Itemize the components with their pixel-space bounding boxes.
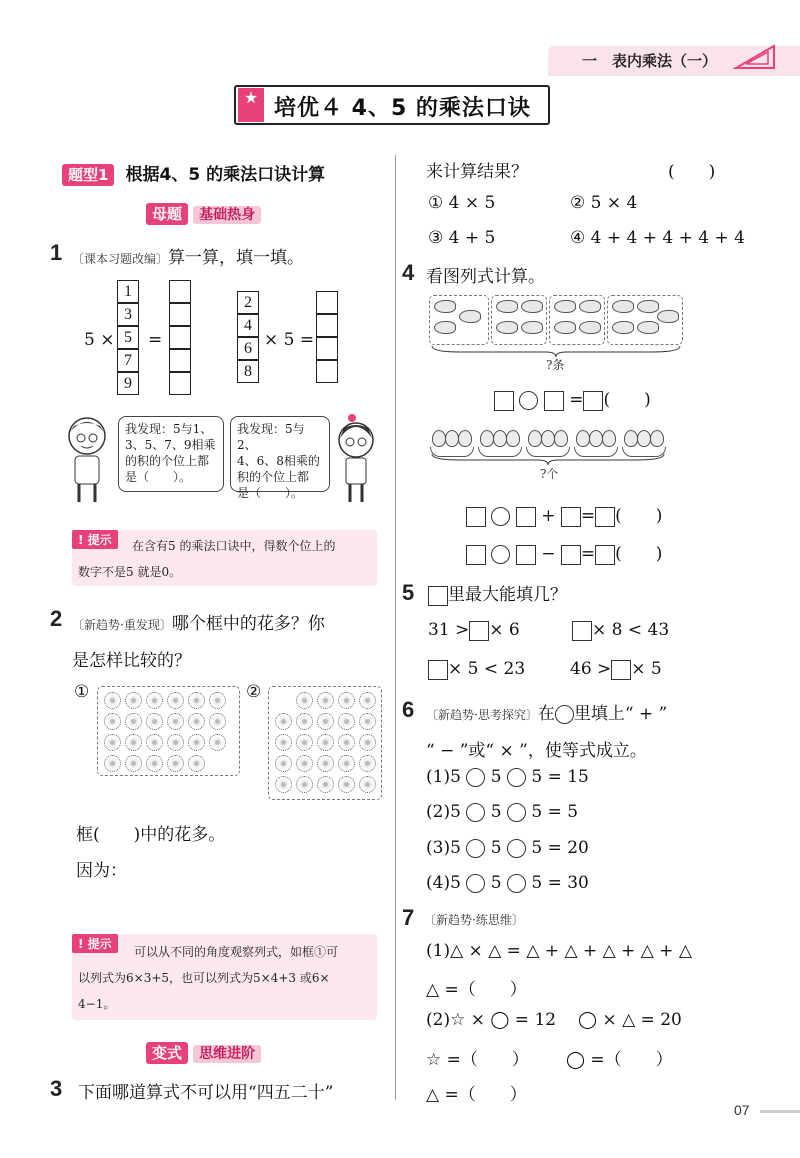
fish-icon (657, 310, 679, 323)
q1-source: 〔课本习题改编〕 (72, 252, 169, 266)
q1-left-prefix: 5 × (84, 330, 115, 350)
q4-text: 看图列式计算。 (426, 267, 545, 287)
answer-square (428, 586, 448, 606)
mu-ti-sub: 基础热身 (193, 206, 261, 224)
flower-icon (104, 734, 121, 751)
fish-icon (459, 310, 481, 323)
boy-speech-bubble (118, 416, 224, 492)
flower-icon (167, 692, 184, 709)
q5-text (428, 580, 567, 606)
q6-five: 5 (490, 802, 502, 822)
question-number: 1 (50, 240, 63, 265)
answer-square[interactable] (572, 621, 592, 641)
flower-icon (125, 692, 142, 709)
lesson-title: 培优４ 4、5 的乘法口诀 (274, 96, 531, 121)
flower-icon (338, 776, 355, 793)
q5-item (572, 620, 669, 641)
egg-icon (602, 430, 616, 447)
flower-icon (275, 776, 292, 793)
section-header (62, 160, 325, 185)
plus-sign: + (541, 506, 556, 526)
question-number: 5 (402, 580, 415, 605)
tip-tag: ! 提示 (72, 530, 118, 549)
flower-icon (359, 776, 376, 793)
fish-icon (612, 321, 634, 334)
operator-circle[interactable] (491, 545, 510, 564)
egg-icon (650, 430, 664, 447)
q7-line: (2)☆ × ◯ = 12 (426, 1010, 557, 1030)
q6-item (426, 767, 589, 787)
answer-cell[interactable] (169, 326, 191, 349)
egg-icon (506, 430, 520, 447)
q6-five: 5 (531, 802, 543, 822)
q6-item (426, 802, 578, 822)
girl-illustration (334, 414, 378, 506)
flower-icon (317, 734, 334, 751)
bian-shi-tag: 变式 (146, 1042, 188, 1064)
flower-icon (167, 734, 184, 751)
flower-icon (296, 755, 313, 772)
flower-icon (209, 713, 226, 730)
question-number: 7 (402, 905, 415, 930)
q6-result: = 15 (547, 767, 589, 787)
operator-circle[interactable] (466, 874, 485, 893)
answer-square[interactable] (466, 545, 486, 565)
q6-label: (3)5 (426, 838, 461, 858)
q6-result: = 5 (547, 802, 579, 822)
fish-icon (637, 321, 659, 334)
answer-cell[interactable] (316, 360, 338, 383)
circle-icon (555, 705, 574, 724)
egg-icon (458, 430, 472, 447)
fish-icon (637, 300, 659, 313)
egg-icon (554, 430, 568, 447)
q7-answer[interactable]: ◯ =（ ） (566, 1050, 673, 1070)
flower-icon (104, 755, 121, 772)
fish-icon (612, 300, 634, 313)
bubble-line: 积的个位上都 (237, 470, 310, 484)
tip-tag-label: 提示 (87, 533, 112, 547)
flower-icon (188, 713, 205, 730)
page-number: 07 (734, 1102, 750, 1118)
q2-line1: 哪个框中的花多？你 (171, 614, 325, 634)
mu-ti-header (146, 203, 261, 224)
answer-square[interactable] (595, 507, 615, 527)
flower-icon (296, 692, 313, 709)
q7-answer[interactable]: △ =（ ） (426, 1085, 527, 1105)
operator-circle[interactable] (491, 507, 510, 526)
equals-sign: = (569, 390, 584, 410)
q3-line1: 下面哪道算式不可以用“四五二十” (78, 1083, 334, 1103)
operator-circle[interactable] (507, 803, 526, 822)
unit-paren: ( ) (603, 390, 651, 410)
q6-five: 5 (490, 767, 502, 787)
flower-icon (209, 734, 226, 751)
flower-icon (275, 713, 292, 730)
question-number: 3 (50, 1076, 63, 1101)
q6-result: = 20 (547, 838, 589, 858)
equals-sign: = (580, 506, 596, 526)
answer-cell[interactable] (169, 280, 191, 303)
q6-five: 5 (490, 838, 502, 858)
tip-line: 以列式为6×3+5，也可以列式为5×4+3 或6× (78, 971, 330, 985)
q2-because: 因为： (76, 861, 127, 881)
chapter-title: 一 表内乘法（一） (582, 52, 718, 70)
q6-source: 〔新趋势·思考探究〕 (426, 708, 538, 722)
bubble-line: 的积的个位上都 (125, 454, 210, 468)
flower-icon (146, 734, 163, 751)
q2-source: 〔新趋势·重发现〕 (72, 618, 172, 632)
tip-tag-label: 提示 (87, 937, 112, 951)
egg-icon (624, 430, 638, 447)
flower-icon (317, 692, 334, 709)
egg-icon (480, 430, 494, 447)
flower-icon (317, 755, 334, 772)
flower-icon (338, 713, 355, 730)
column-divider (395, 155, 396, 1100)
q3-option[interactable]: ① 4 × 5 (428, 193, 496, 213)
q6-line2: “ − ”或“ × ”，使等式成立。 (426, 741, 647, 761)
q4-equation-2 (466, 501, 662, 527)
q1-text (72, 243, 304, 268)
answer-square[interactable] (516, 507, 536, 527)
multiplier-cell: 2 (237, 291, 259, 314)
q1-right-suffix: × 5 = (264, 330, 315, 350)
q5-instruction: 里最大能填几？ (448, 585, 567, 605)
q6-five: 5 (531, 838, 543, 858)
answer-cell[interactable] (169, 372, 191, 395)
tip-tag: ! 提示 (72, 934, 118, 953)
bian-shi-header (146, 1042, 261, 1063)
answer-square[interactable] (466, 507, 486, 527)
q3-line2: 来计算结果？ (426, 162, 528, 182)
operator-circle[interactable] (507, 768, 526, 787)
operator-circle[interactable] (507, 874, 526, 893)
bian-shi-sub: 思维进阶 (193, 1045, 261, 1063)
girl-speech-bubble (230, 416, 330, 500)
flower-icon (125, 713, 142, 730)
box1-label: ① (74, 682, 90, 702)
answer-square[interactable] (544, 391, 564, 411)
fish-icon (579, 300, 601, 313)
flower-icon (275, 734, 292, 751)
answer-square[interactable] (611, 660, 631, 680)
answer-square[interactable] (516, 545, 536, 565)
fish-icon (521, 321, 543, 334)
egg-icon (637, 430, 651, 447)
multiplier-cell: 7 (117, 349, 139, 372)
q6-label: (4)5 (426, 873, 461, 893)
egg-icon (432, 430, 446, 447)
answer-square[interactable] (595, 545, 615, 565)
egg-icon (576, 430, 590, 447)
question-number: 4 (402, 260, 415, 285)
multiplier-cell: 4 (237, 314, 259, 337)
minus-sign: − (541, 544, 556, 564)
bubble-line: 我发现：5与2、 (237, 422, 305, 452)
bubble-line: 4、6、8相乘的 (237, 454, 320, 468)
unit-paren: ( ) (615, 506, 663, 526)
answer-square[interactable] (561, 507, 581, 527)
tip-line: 可以从不同的角度观察列式，如框①可 (134, 945, 339, 959)
flower-icon (359, 713, 376, 730)
flower-icon (104, 713, 121, 730)
question-number: 6 (402, 697, 415, 722)
star-icon: ★ (238, 88, 264, 122)
q6-five: 5 (531, 767, 543, 787)
flower-icon (317, 713, 334, 730)
egg-icon (445, 430, 459, 447)
answer-cell[interactable] (316, 314, 338, 337)
operator-circle[interactable] (507, 839, 526, 858)
flower-icon (146, 692, 163, 709)
section-tag: 题型1 (62, 164, 114, 186)
operator-circle[interactable] (466, 839, 485, 858)
q2-line2: 是怎样比较的？ (72, 651, 191, 671)
q5-item (428, 659, 525, 680)
q6-label: (2)5 (426, 802, 461, 822)
fish-icon (434, 300, 456, 313)
q3-answer-paren[interactable]: ( ) (668, 162, 716, 182)
egg-icon (541, 430, 555, 447)
q5-post: × 5 < 23 (448, 659, 526, 679)
fish-icon (434, 321, 456, 334)
flower-icon (338, 734, 355, 751)
mu-ti-tag: 母题 (146, 203, 188, 225)
boy-illustration (62, 414, 112, 506)
fish-icon (521, 300, 543, 313)
q7-line: ◯ × △ = 20 (578, 1010, 682, 1030)
q5-post: × 8 < 43 (592, 620, 670, 640)
q6-text: 在 (537, 704, 555, 724)
multiplier-cell: 9 (117, 372, 139, 395)
q6-item (426, 873, 589, 893)
unit-paren: ( ) (615, 544, 663, 564)
section-heading: 根据4、5 的乘法口诀计算 (125, 165, 326, 185)
ruler-triangle-icon (732, 42, 778, 70)
bubble-line: 我发现：5与1、 (125, 422, 213, 436)
q6-label: (1)5 (426, 767, 461, 787)
q6-result: = 30 (547, 873, 589, 893)
bubble-line: 是（ ）。 (125, 470, 192, 484)
flower-icon (125, 734, 142, 751)
multiplier-cell: 8 (237, 360, 259, 383)
q4-equation-1 (494, 385, 651, 411)
q5-post: × 6 (489, 620, 520, 640)
flower-icon (188, 755, 205, 772)
bubble-line: 3、5、7、9相乘 (125, 438, 216, 452)
flower-icon (359, 755, 376, 772)
fish-icon (554, 321, 576, 334)
q5-pre: 31 > (428, 620, 470, 640)
operator-circle[interactable] (519, 391, 538, 410)
tip-line: 4−1。 (78, 997, 116, 1011)
q2-answer: 框( )中的花多。 (76, 825, 226, 845)
fish-icon (496, 300, 518, 313)
q5-post: × 5 (631, 659, 662, 679)
q6-line1 (426, 699, 667, 724)
answer-square[interactable] (494, 391, 514, 411)
q3-option[interactable]: ③ 4 + 5 (428, 228, 496, 248)
q7-line: (1)△ × △ = △ + △ + △ + △ + △ (426, 941, 692, 961)
flower-icon (167, 713, 184, 730)
q1-instruction: 算一算，填一填。 (168, 248, 305, 268)
flower-icon (167, 755, 184, 772)
question-number: 2 (50, 606, 63, 631)
q5-item (428, 620, 520, 641)
flower-icon (146, 713, 163, 730)
flower-icon (317, 776, 334, 793)
q6-five: 5 (490, 873, 502, 893)
answer-cell[interactable] (169, 349, 191, 372)
flower-icon (296, 734, 313, 751)
flower-icon (146, 755, 163, 772)
operator-circle[interactable] (466, 768, 485, 787)
q7-answer[interactable]: ☆ =（ ） (426, 1050, 529, 1070)
q6-text: 里填上“ + ” (573, 704, 668, 724)
q4-equation-3 (466, 539, 662, 565)
flower-icon (275, 755, 292, 772)
answer-square[interactable] (561, 545, 581, 565)
answer-cell[interactable] (316, 337, 338, 360)
tip-line: 在含有5 的乘法口诀中，得数个位上的 (132, 539, 336, 553)
flower-icon (188, 692, 205, 709)
egg-count-label: ?个 (540, 467, 559, 481)
q2-text (72, 609, 325, 634)
fish-count-label: ?条 (546, 358, 565, 372)
flower-icon (296, 776, 313, 793)
q7-answer[interactable]: △ =（ ） (426, 980, 527, 1000)
q7-source: 〔新趋势·练思维〕 (424, 913, 524, 927)
answer-cell[interactable] (169, 303, 191, 326)
operator-circle[interactable] (466, 803, 485, 822)
flower-icon (188, 734, 205, 751)
egg-icon (493, 430, 507, 447)
multiplier-cell: 3 (117, 303, 139, 326)
fish-icon (579, 321, 601, 334)
answer-cell[interactable] (316, 291, 338, 314)
flower-icon (125, 755, 142, 772)
equals-sign: = (580, 544, 596, 564)
flower-icon (359, 692, 376, 709)
q6-item (426, 838, 589, 858)
fish-icon (496, 321, 518, 334)
q5-item (570, 659, 662, 680)
egg-brace (430, 452, 666, 466)
fish-icon (554, 300, 576, 313)
bubble-line: 是（ ）。 (237, 486, 304, 500)
multiplier-cell: 5 (117, 326, 139, 349)
tip-line: 数字不是5 就是0。 (78, 565, 182, 579)
footer-line (760, 1110, 800, 1113)
answer-square[interactable] (469, 621, 489, 641)
egg-icon (589, 430, 603, 447)
box2-label: ② (246, 682, 262, 702)
flower-icon (338, 692, 355, 709)
answer-square[interactable] (428, 660, 448, 680)
flower-icon (359, 734, 376, 751)
q3-option[interactable]: ④ 4 + 4 + 4 + 4 + 4 (570, 228, 745, 248)
answer-square[interactable] (583, 391, 603, 411)
q3-option[interactable]: ② 5 × 4 (570, 193, 638, 213)
flower-icon (296, 713, 313, 730)
egg-icon (528, 430, 542, 447)
q5-pre: 46 > (570, 659, 612, 679)
flower-icon (209, 692, 226, 709)
q1-equals: = (148, 330, 163, 350)
flower-icon (104, 692, 121, 709)
q6-five: 5 (531, 873, 543, 893)
multiplier-cell: 1 (117, 280, 139, 303)
flower-icon (338, 755, 355, 772)
multiplier-cell: 6 (237, 337, 259, 360)
